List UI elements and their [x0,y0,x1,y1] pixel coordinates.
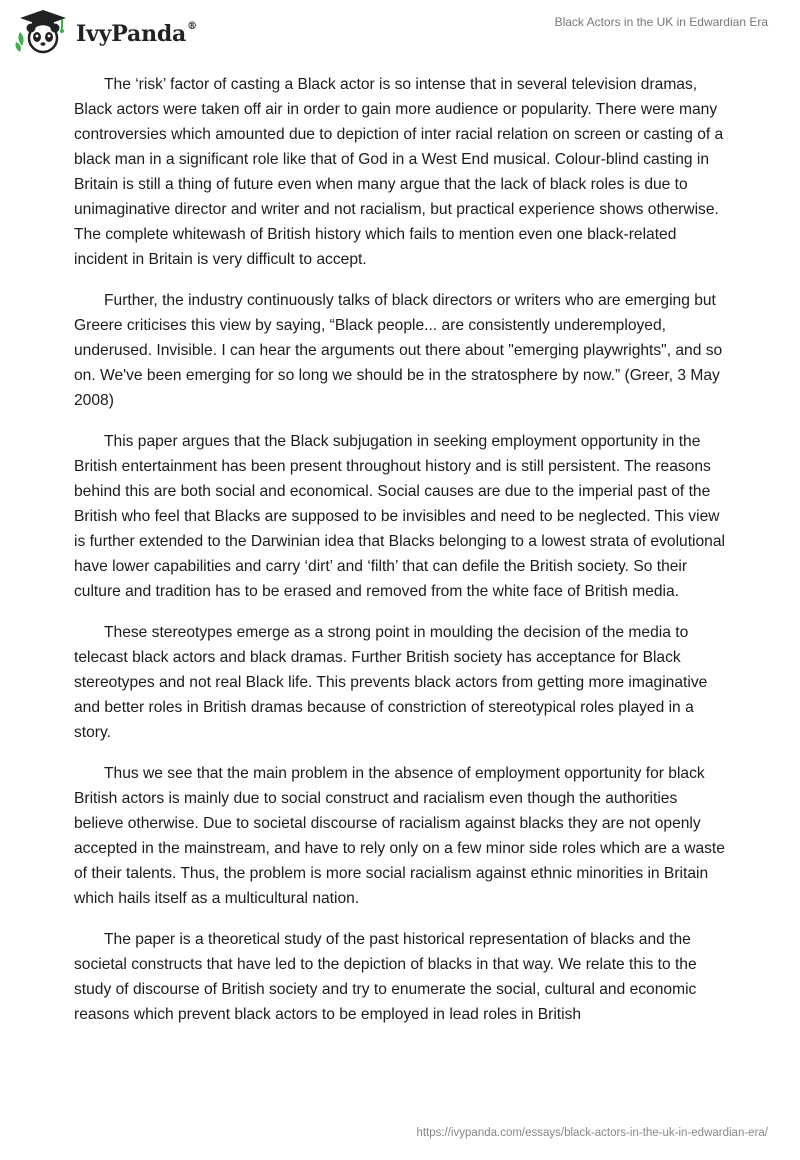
paragraph: Further, the industry continuously talks of black directors or writers who are emerging but Greere criticises this view by saying, “Black people... are consistently underemployed, underused. Invisible. I can hear the arguments out there about "emerging playwrights", and so on. We've been emerging for so long we should be in the stratosphere by now.” (Greer, 3 May 2008) [74,292,723,409]
ivypanda-logo[interactable] [14,8,197,56]
paragraph: The paper is a theoretical study of the past historical representation of blacks and the societal constructs that have led to the depiction of blacks in that way. We relate this to the study of discourse of British society and try to enumerate the social, cultural and economic reasons which prevent black actors to be employed in lead roles in British [74,931,697,1023]
paragraph: Thus we see that the main problem in the absence of employment opportunity for black British actors is mainly due to social construct and racialism even though the authorities believe otherwise. Due to societal discourse of racialism against blacks they are not openly accepted in the mainstream, and have to rely only on a few minor side roles which are a waste of their talents. Thus, the problem is more social racialism against ethnic minorities in Britain which hails itself as a multicultural nation. [74,765,725,907]
document-title: Black Actors in the UK in Edwardian Era [554,15,768,29]
source-url-link[interactable]: https://ivypanda.com/essays/black-actors-in-the-uk-in-edwardian-era/ [416,1127,768,1139]
panda-graduate-icon [14,8,72,56]
essay-body [74,72,726,1043]
paragraph: The ‘risk’ factor of casting a Black actor is so intense that in several television dramas, Black actors were taken off air in order to gain more audience or popularity. There were many controversies which amounted due to depiction of inter racial relation on screen or casting of a black man in a significant role like that of God in a West End musical. Colour-blind casting in Britain is still a thing of future even when many argue that the lack of black roles is due to unimaginative director and writer and not racialism, but practical experience shows otherwise. The complete whitewash of British history which fails to mention even one black-related incident in Britain is very difficult to accept. [74,76,724,268]
paragraph: These stereotypes emerge as a strong point in moulding the decision of the media to telecast black actors and black dramas. Further British society has acceptance for Black stereotypes and not real Black life. This prevents black actors from getting more imaginative and better roles in British dramas because of constriction of stereotypical roles played in a story. [74,624,708,741]
logo-wordmark: IvyPanda® [76,20,197,47]
page-header [0,0,800,60]
paragraph: This paper argues that the Black subjugation in seeking employment opportunity in the British entertainment has been present throughout history and is still persistent. The reasons behind this are both social and economical. Social causes are due to the imperial past of the British who feel that Blacks are supposed to be invisibles and need to be neglected. This view is further extended to the Darwinian idea that Blacks belonging to a lowest strata of evolutional have lower capabilities and carry ‘dirt’ and ‘filth’ that can defile the British society. So their culture and tradition has to be erased and removed from the white face of British media. [74,433,725,600]
